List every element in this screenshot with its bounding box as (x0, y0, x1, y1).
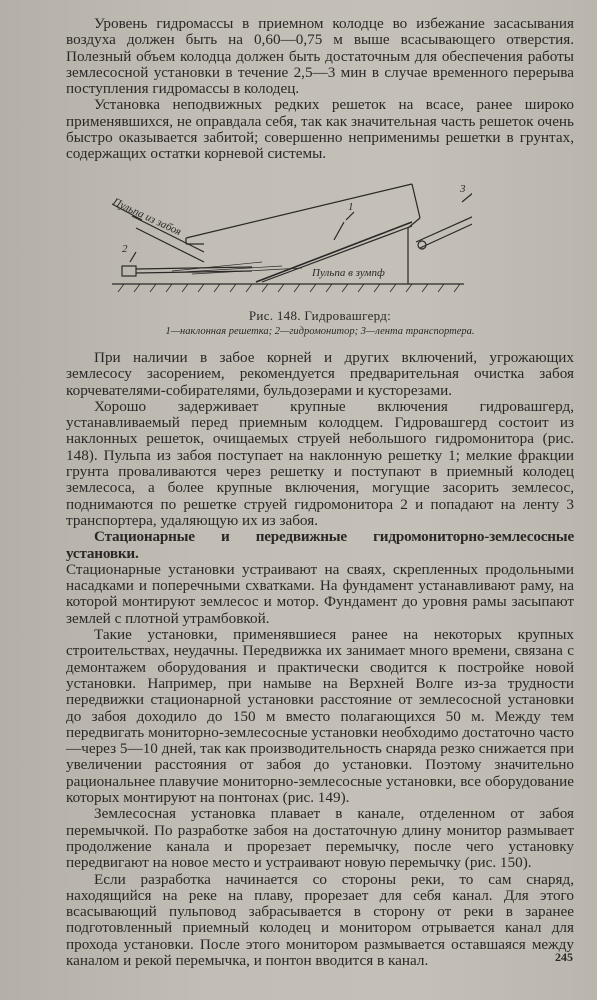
text-block-middle (66, 350, 574, 969)
paragraph: Землесосная установка плавает в канале, отделенном от забоя перемычкой. По разработке забоя на достаточную длину монитор размывает продолжение канала и прорезает перемычку, после чего установку передвигают на новое место и устраивают новую перемычку (рис. 150). (66, 805, 574, 872)
label-pulp-to-sump: Пульпа в зумпф (312, 267, 385, 279)
paragraph: Уровень гидромассы в приемном колодце во избежание засасывания воздуха должен быть на 0,60—0,75 м выше всасывающего отверстия. Полезный объем колодца должен быть достаточным для обеспечения работы землесосной установки в течение 2,5—3 мин в случае временного перерыва поступления гидромассы в колодец. (66, 15, 574, 98)
label-1: 1 (348, 201, 354, 213)
label-3: 3 (460, 183, 466, 195)
housing-roof (186, 184, 412, 238)
paragraph: Если разработка начинается со стороны реки, то сам снаряд, находящийся на реке на плаву, прорезает для себя канал. Для этого всасывающий пульповод забрасывается в сторону от реки в заранее подготовленный приемный колодец и монитором отрывается канал для прохода установки. После этого монитором размывается оставшаяся между каналом и рекой перемычка, и понтон вводится в канал. (66, 870, 574, 969)
section-heading: Стационарные и передвижные гидромониторно-землесосные установки. (66, 528, 574, 562)
paragraph: Хорошо задерживает крупные включения гидровашгерд, устанавливаемый перед приемным колодцем. Гидровашгерд состоит из наклонных решеток, очищаемых струей небольшого гидромонитора (рис. 148). Пульпа из забоя поступает на наклонную решетку 1; мелкие фракции грунта проваливаются через решетку и поступают в приемный колодец землесоса, а более крупные включения, могущие засорить землесос, поднимаются по решетке струей гидромонитора 2 и попадают на ленту 3 транспортера, удаляющую их из забоя. (66, 397, 574, 529)
figure-caption (66, 308, 574, 337)
paragraph: При наличии в забое корней и других включений, угрожающих землесосу засорением, рекомендуется предварительная очистка забоя корчевателями-собирателями, бульдозерами и кусторезами. (66, 349, 574, 399)
text-block-top (66, 16, 574, 163)
figure-148 (112, 182, 472, 302)
hydrowashgerd-diagram (112, 182, 472, 302)
paragraph: Установка неподвижных редких решеток на всасе, ранее широко применявшихся, не оправдала себя, так как значительная часть решеток очень быстро оказывается забитой; совершенно неприменимы решетки в грунтах, содержащих остатки корневой системы. (66, 96, 574, 163)
label-pulp-from-face: Пульпа из забоя (112, 195, 184, 239)
caption-legend: 1—наклонная решетка; 2—гидромонитор; 3—лента транспортера. (165, 326, 475, 337)
monitor (122, 266, 136, 276)
paragraph: Такие установки, применявшиеся ранее на некоторых крупных строительствах, неудачны. Передвижка их занимает много времени, связана с демонтажем оборудования и практически сводится к постройке новой установки. Например, при намыве на Верхней Волге из-за трудности передвижки стационарной установки расстояние от землесосной установки до забоя доходило до 150 м вместо полагающихся 50 м. Между тем передвигать мониторно-землесосные установки необходимо достаточно часто—через 5—10 дней, так как производительность снаряда резко снижается при увеличении расстояния от забоя до установки. Поэтому значительно рациональнее плавучие мониторно-землесосные установки, все оборудование которых монтируют на понтонах (рис. 149). (66, 626, 574, 807)
label-2: 2 (122, 243, 128, 255)
page-number: 245 (555, 950, 573, 964)
caption-title: Рис. 148. Гидровашгерд: (248, 308, 392, 323)
paragraph: Стационарные установки устраивают на сваях, скрепленных продольными насадками и поперечными схватками. На фундамент устанавливают раму, на которой монтируют землесос и мотор. Фундамент до уровня рамы засыпают землей с плотной утрамбовкой. (66, 560, 574, 627)
